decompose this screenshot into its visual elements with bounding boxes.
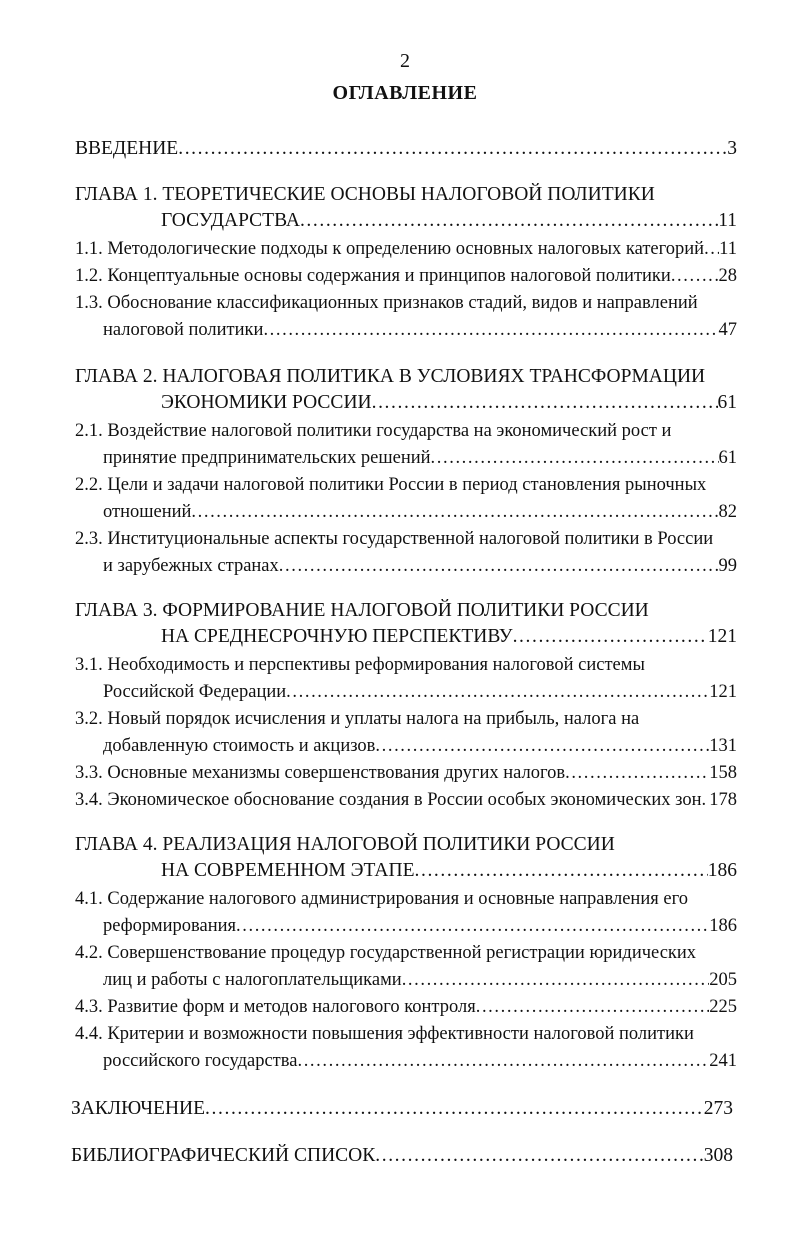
- toc-page-number: 186: [707, 860, 737, 881]
- chapter-title-cont: НА СРЕДНЕСРОЧНУЮ ПЕРСПЕКТИВУ: [161, 626, 513, 647]
- section-entry: [75, 994, 737, 1020]
- leader-dots: [402, 967, 710, 993]
- section-title: 4.1. Содержание налогового администрирования и основные направления его: [75, 889, 688, 909]
- section-title: 2.2. Цели и задачи налоговой политики России в период становления рыночных: [75, 475, 707, 495]
- toc-page-number: 158: [709, 763, 737, 783]
- section-title: 1.3. Обоснование классификационных признаков стадий, видов и направлений: [75, 293, 698, 313]
- page-number: 2: [400, 50, 410, 72]
- chapter-title-cont: ГОСУДАРСТВА: [161, 210, 300, 231]
- toc-entry-bibliography: [71, 1143, 733, 1169]
- chapter-title-cont: НА СОВРЕМЕННОМ ЭТАПЕ: [161, 860, 415, 881]
- toc-page-number: 178: [709, 790, 737, 810]
- toc-entry-label: ВВЕДЕНИЕ: [75, 138, 179, 159]
- toc-page-number: 241: [709, 1051, 737, 1071]
- section-entry: [103, 1048, 737, 1074]
- section-title-cont: Российской Федерации: [103, 682, 287, 702]
- toc-page-number: 11: [719, 239, 737, 259]
- toc-page-number: 61: [718, 448, 737, 468]
- section-entry: [103, 445, 737, 471]
- section-entry: [103, 317, 737, 343]
- leader-dots: [375, 1143, 704, 1169]
- leader-dots: [279, 553, 719, 579]
- toc-page-number: 121: [709, 682, 737, 702]
- toc-page-number: 61: [717, 392, 737, 413]
- leader-dots: [297, 1048, 709, 1074]
- leader-dots: [702, 787, 710, 813]
- leader-dots: [286, 679, 709, 705]
- leader-dots: [205, 1096, 704, 1122]
- section-title-cont: отношений: [103, 502, 192, 522]
- leader-dots: [191, 499, 718, 525]
- section-title: 2.1. Воздействие налоговой политики государства на экономический рост и: [75, 421, 672, 441]
- toc-page-number: 273: [703, 1098, 733, 1119]
- section-title-cont: налоговой политики: [103, 320, 264, 340]
- toc-page-number: 308: [703, 1145, 733, 1166]
- section-title: 4.4. Критерии и возможности повышения эффективности налоговой политики: [75, 1024, 694, 1044]
- section-entry: [103, 553, 737, 579]
- chapter-title-cont: ЭКОНОМИКИ РОССИИ: [161, 392, 372, 413]
- section-title: 3.4. Экономическое обоснование создания в России особых экономических зон: [75, 790, 702, 810]
- section-title: 4.2. Совершенствование процедур государственной регистрации юридических: [75, 943, 697, 963]
- leader-dots: [178, 136, 727, 162]
- toc-entry-label: БИБЛИОГРАФИЧЕСКИЙ СПИСОК: [71, 1145, 376, 1166]
- section-title: 4.3. Развитие форм и методов налогового контроля: [75, 997, 476, 1017]
- leader-dots: [476, 994, 710, 1020]
- section-entry: [75, 760, 737, 786]
- section-entry: [75, 787, 737, 813]
- section-title-cont: и зарубежных странах: [103, 556, 279, 576]
- section-title-cont: принятие предпринимательских решений: [103, 448, 431, 468]
- toc-entry-intro: [75, 136, 737, 162]
- leader-dots: [415, 858, 708, 884]
- section-entry: [103, 913, 737, 939]
- section-entry: [103, 679, 737, 705]
- chapter-entry: [161, 208, 737, 234]
- section-title: 3.3. Основные механизмы совершенствования других налогов: [75, 763, 566, 783]
- chapter-title: ГЛАВА 4. РЕАЛИЗАЦИЯ НАЛОГОВОЙ ПОЛИТИКИ РОССИИ: [75, 834, 615, 855]
- chapter-title: ГЛАВА 2. НАЛОГОВАЯ ПОЛИТИКА В УСЛОВИЯХ ТРАНСФОРМАЦИИ: [75, 366, 706, 387]
- leader-dots: [236, 913, 709, 939]
- toc-page-number: 82: [718, 502, 737, 522]
- toc-page-number: 28: [718, 266, 737, 286]
- section-title: 1.1. Методологические подходы к определению основных налоговых категорий: [75, 239, 705, 259]
- section-title-cont: реформирования: [103, 916, 237, 936]
- chapter-entry: [161, 624, 737, 650]
- toc-page-number: 11: [718, 210, 737, 231]
- toc-page-number: 99: [718, 556, 737, 576]
- section-title-cont: добавленную стоимость и акцизов: [103, 736, 376, 756]
- toc-page-number: 47: [718, 320, 737, 340]
- leader-dots: [671, 263, 719, 289]
- toc-page-number: 205: [709, 970, 737, 990]
- leader-dots: [565, 760, 709, 786]
- toc-entry-conclusion: [71, 1096, 733, 1122]
- toc-page-number: 3: [727, 138, 737, 159]
- section-entry: [103, 499, 737, 525]
- chapter-entry: [161, 390, 737, 416]
- leader-dots: [704, 236, 719, 262]
- leader-dots: [372, 390, 718, 416]
- chapter-title: ГЛАВА 1. ТЕОРЕТИЧЕСКИЕ ОСНОВЫ НАЛОГОВОЙ ПОЛИТИКИ: [75, 184, 655, 205]
- section-title-cont: лиц и работы с налогоплательщиками: [103, 970, 402, 990]
- section-entry: [75, 263, 737, 289]
- toc-page-number: 225: [709, 997, 737, 1017]
- leader-dots: [375, 733, 709, 759]
- chapter-entry: [161, 858, 737, 884]
- toc-page-number: 186: [709, 916, 737, 936]
- leader-dots: [431, 445, 719, 471]
- page-title: ОГЛАВЛЕНИЕ: [332, 82, 478, 104]
- leader-dots: [263, 317, 718, 343]
- section-title: 2.3. Институциональные аспекты государственной налоговой политики в России: [75, 529, 714, 549]
- section-entry: [103, 733, 737, 759]
- toc-page-number: 121: [707, 626, 737, 647]
- section-entry: [103, 967, 737, 993]
- toc-entry-label: ЗАКЛЮЧЕНИЕ: [71, 1098, 206, 1119]
- leader-dots: [513, 624, 708, 650]
- section-entry: [75, 236, 737, 262]
- toc-page-number: 131: [709, 736, 737, 756]
- leader-dots: [300, 208, 718, 234]
- section-title: 3.1. Необходимость и перспективы реформирования налоговой системы: [75, 655, 645, 675]
- section-title: 3.2. Новый порядок исчисления и уплаты налога на прибыль, налога на: [75, 709, 640, 729]
- chapter-title: ГЛАВА 3. ФОРМИРОВАНИЕ НАЛОГОВОЙ ПОЛИТИКИ РОССИИ: [75, 600, 649, 621]
- section-title-cont: российского государства: [103, 1051, 298, 1071]
- section-title: 1.2. Концептуальные основы содержания и принципов налоговой политики: [75, 266, 671, 286]
